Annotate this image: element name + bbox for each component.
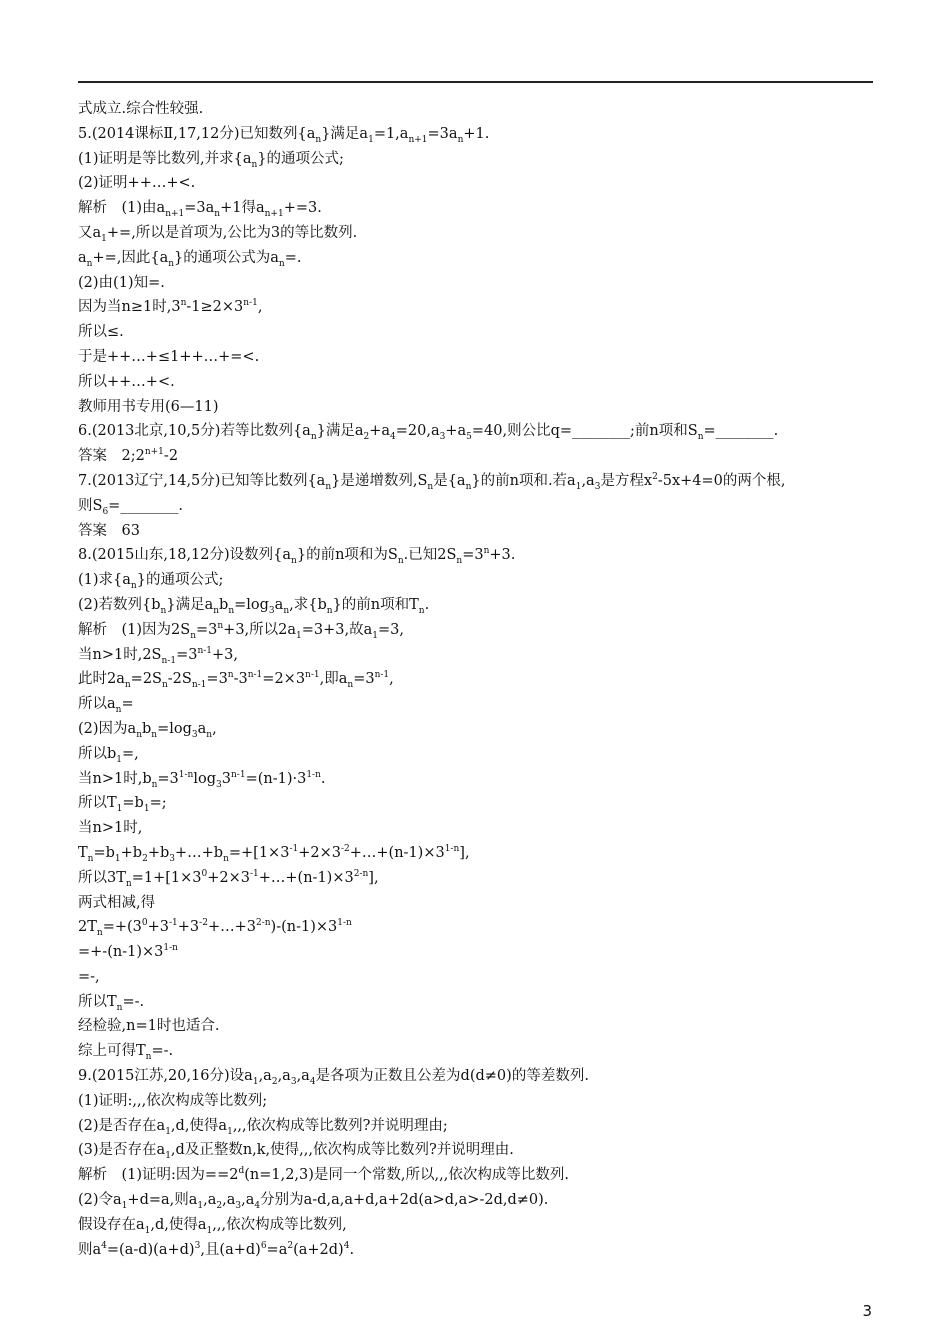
text-line: (3)是否存在$a_1,d$及正整数n,k,使得,,,依次构成等比数列?并说明理由.	[78, 1142, 514, 1162]
text-line: (2)是否存在$a_1,d$,使得$a_1$,,,依次构成等比数列?并说明理由;	[78, 1117, 448, 1137]
text-line: 所以$a_n=$	[78, 696, 134, 716]
text-line: (2)由(1)知=.	[78, 274, 165, 291]
text-line: 所以≤.	[78, 324, 124, 341]
page-number: 3	[862, 1302, 872, 1320]
text-line: 答案 $2;2^{n+1}-2$	[78, 447, 179, 465]
text-line: 7.(2013辽宁,14,5分)已知等比数列$\{a_n\}$是递增数列$,S_n$是$\{a_n\}$的前n项和.若$a_1,a_3$是方程$x^2-5x+4=0$的两个根,	[78, 472, 786, 492]
document-body	[78, 97, 878, 1262]
text-line: 假设存在$a_1,d$,使得$a_1$,,,依次构成等比数列,	[78, 1216, 347, 1236]
text-line: 则$a^4=(a-d)(a+d)^3$,且$(a+d)^6=a^2(a+2d)^4$.	[78, 1240, 355, 1258]
header-rule	[78, 81, 873, 83]
text-line: 所以$3T_n=1+[1\times 3^0+2\times 3^{-1}+\dots+(n-1)\times 3^{2-n}]$,	[78, 868, 379, 889]
text-line: 解析 (1)因为$2S_n=3^n+3$,所以$2a_1=3+3$,故$a_1=3$,	[78, 620, 404, 641]
text-line: $a_n+=$,因此$\{a_n\}$的通项公式为$a_n=$.	[78, 249, 302, 269]
text-line: $T_n=b_1+b_2+b_3+\dots+b_n=+[1\times 3^{-1}+2\times 3^{-2}+\dots+(n-1)\times 3^{1-n}]$,	[78, 844, 470, 864]
text-line: (1)证明是等比数列,并求$\{a_n\}$的通项公式;	[78, 150, 344, 170]
text-line: 两式相减,得	[78, 894, 156, 911]
text-line: 所以$T_n=-$.	[78, 993, 145, 1013]
text-line: =-,	[78, 968, 100, 985]
text-line: 所以++…+<.	[78, 373, 175, 390]
text-line: 当n>1时,	[78, 820, 143, 837]
text-line: 式成立.综合性较强.	[78, 101, 204, 117]
text-line: 经检验,n=1时也适合.	[78, 1018, 220, 1035]
text-line: $2T_n=+(3^0+3^{-1}+3^{-2}+\dots+3^{2-n})-(n-1)\times 3^{1-n}$	[78, 918, 352, 939]
text-line: 5.(2014课标Ⅱ,17,12分)已知数列$\{a_n\}$满足$a_1=1,a_{n+1}=3a_n+1$.	[78, 125, 490, 145]
text-line: 于是++…+≤1++…+=<.	[78, 348, 260, 365]
text-line: 综上可得$T_n=-$.	[78, 1043, 174, 1063]
text-line: 又$a_1+=$,所以是首项为,公比为3的等比数列.	[78, 224, 358, 244]
text-line: 当n>1时$,2S_{n-1}=3^{n-1}+3$,	[78, 645, 238, 666]
text-line: 所以$T_1=b_1=$;	[78, 795, 167, 815]
text-line: 8.(2015山东,18,12分)设数列$\{a_n\}$的前n项和为$S_n$.已知$2S_n=3^n+3$.	[78, 546, 516, 567]
text-line: 9.(2015江苏,20,16分)设$a_1,a_2,a_3,a_4$是各项为正数且公差为d(d≠0)的等差数列.	[78, 1068, 589, 1087]
text-line: 则$S_6=\_\_\_\_\_\_\_\_$.	[78, 497, 183, 517]
text-line: 因为当n≥1时$,3^n-1\ge 2\times 3^{n-1}$,	[78, 298, 263, 316]
text-line: 所以$b_1=$,	[78, 745, 139, 765]
text-line: (2)若数列$\{b_n\}$满足$a_nb_n=\log_3a_n$,求$\{b_n\}$的前n项和$T_n$.	[78, 596, 430, 616]
text-line: 教师用书专用(6—11)	[78, 398, 219, 415]
text-line: 6.(2013北京,10,5分)若等比数列$\{a_n\}$满足$a_2+a_4=20,a_3+a_5=40$,则公比q=________;前n项和$S_n=\_\_\_\_\_\_\_\_$.	[78, 423, 779, 443]
text-line: 当n>1时$,b_n=3^{1-n}\log_33^{n-1}=(n-1)\cdot 3^{1-n}$.	[78, 769, 326, 790]
text-line: (2)令$a_1+d=a$,则$a_1,a_2,a_3,a_4$分别为a-d,a,a+d,a+2d(a>d,a>-2d,d≠0).	[78, 1192, 549, 1211]
text-line: (1)求$\{a_n\}$的通项公式;	[78, 572, 224, 592]
text-line: $=+-(n-1)\times 3^{1-n}$	[78, 943, 178, 961]
text-line: (2)因为$a_nb_n=\log_3a_n$,	[78, 720, 217, 740]
text-line: (1)证明:,,,依次构成等比数列;	[78, 1092, 268, 1109]
text-line: (2)证明++…+<.	[78, 175, 196, 192]
text-line: 此时$2a_n=2S_n-2S_{n-1}=3^n-3^{n-1}=2\times 3^{n-1}$,即$a_n=3^{n-1}$,	[78, 670, 394, 691]
text-line: 答案 63	[78, 522, 140, 539]
text-line: 解析 (1)证明:因为$==2^d(n=1,2,3)$是同一个常数,所以,,,依次构成等比数列.	[78, 1166, 569, 1184]
text-line: 解析 (1)由$a_{n+1}=3a_n+1$得$a_{n+1}+=3$.	[78, 200, 322, 220]
